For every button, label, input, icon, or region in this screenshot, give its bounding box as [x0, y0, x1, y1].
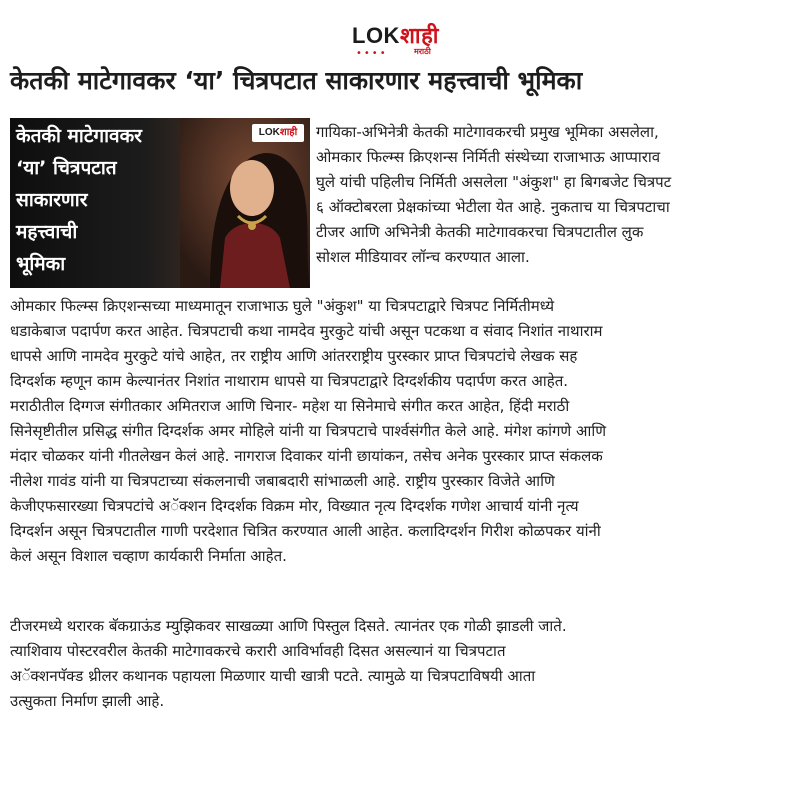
hero-text-line: महत्त्वाची	[16, 221, 78, 243]
badge-shahi: शाही	[279, 127, 298, 138]
badge-lok: LOK	[258, 127, 280, 138]
text-line: ६ ऑक्टोबरला प्रेक्षकांच्या भेटीला येत आहे. नुकताच या चित्रपटाचा	[316, 198, 670, 216]
text-line: सोशल मीडियावर लॉन्च करण्यात आला.	[316, 248, 530, 266]
text-line: केलं असून विशाल चव्हाण कार्यकारी निर्माता आहेत.	[10, 547, 287, 565]
text-line: टीजरमध्ये थरारक बॅकग्राऊंड म्युझिकवर साखळ्या आणि पिस्तुल दिसते. त्यानंतर एक गोळी झाडली जाते.	[10, 617, 567, 635]
text-line: गायिका-अभिनेत्री केतकी माटेगावकरची प्रमुख भूमिका असलेला,	[316, 123, 659, 141]
body-paragraph	[10, 294, 798, 569]
logo-lok: LOK	[352, 23, 400, 48]
closing-paragraph	[10, 614, 798, 714]
hero-text-line: भूमिका	[16, 253, 66, 275]
text-line: धडाकेबाज पदार्पण करत आहेत. चित्रपटाची कथा नामदेव मुरकुटे यांची असून पटकथा व संवाद निशांत नाथाराम	[10, 322, 603, 340]
text-line: दिग्दर्शक म्हणून काम केल्यानंतर निशांत नाथाराम धापसे या चित्रपटाद्वारे दिग्दर्शकीय पदार्पण करत आहेत.	[10, 372, 569, 390]
text-line: नीलेश गावंड यांनी या चित्रपटाच्या संकलनाची जबाबदारी सांभाळली आहे. राष्ट्रीय पुरस्कार विजेते आणि	[10, 472, 555, 490]
hero-image	[10, 118, 310, 288]
hero-text-line: केतकी माटेगावकर	[16, 125, 142, 147]
text-line: केजीएफसारख्या चित्रपटांचे अॅक्शन दिग्दर्शक विक्रम मोर, विख्यात नृत्य दिग्दर्शक गणेश आचार्य यांनी नृत्य	[10, 497, 579, 515]
text-line: दिग्दर्शन असून चित्रपटातील गाणी परदेशात चित्रित करण्यात आली आहेत. कलादिग्दर्शन गिरीश कोळपकर यांनी	[10, 522, 601, 540]
hero-text-line: ‘या’ चित्रपटात	[16, 157, 117, 179]
lokshahi-logo[interactable]	[352, 20, 472, 64]
article-headline: केतकी माटेगावकर ‘या’ चित्रपटात साकारणार महत्त्वाची भूमिका	[10, 66, 583, 95]
text-line: घुले यांची पहिलीच निर्मिती असलेला "अंकुश" हा बिगबजेट चित्रपट	[316, 173, 672, 191]
text-line: मराठीतील दिग्गज संगीतकार अमितराज आणि चिनार- महेश या सिनेमाचे संगीत करत आहेत, हिंदी मराठी	[10, 397, 570, 415]
logo-marathi: मराठी	[414, 47, 431, 56]
logo-dots-icon: ••••	[356, 48, 388, 59]
text-line: ओमकार फिल्म्स क्रिएशन्स निर्मिती संस्थेच्या राजाभाऊ आप्पाराव	[316, 148, 661, 166]
text-line: त्याशिवाय पोस्टरवरील केतकी माटेगावकरचे करारी आविर्भावही दिसत असल्यानं या चित्रपटात	[10, 642, 506, 660]
text-line: धापसे आणि नामदेव मुरकुटे यांचे आहेत, तर राष्ट्रीय आणि आंतरराष्ट्रीय पुरस्कार प्राप्त चित्रपटांचे लेखक सह	[10, 347, 578, 365]
text-line: अॅक्शनपॅक्ड थ्रीलर कथानक पहायला मिळणार याची खात्री पटते. त्यामुळे या चित्रपटाविषयी आता	[10, 667, 536, 685]
text-line: सिनेसृष्टीतील प्रसिद्ध संगीत दिग्दर्शक अमर मोहिले यांनी या चित्रपटाचे पार्श्वसंगीत केले आहे. मंगेश कांगणे आणि	[10, 422, 607, 440]
hero-logo-badge	[252, 124, 304, 142]
text-line: मंदार चोळकर यांनी गीतलेखन केलं आहे. नागराज दिवाकर यांनी छायांकन, तसेच अनेक पुरस्कार प्राप्त संकलक	[10, 447, 603, 465]
text-line: ओमकार फिल्म्स क्रिएशन्सच्या माध्यमातून राजाभाऊ घुले "अंकुश" या चित्रपटाद्वारे चित्रपट निर्मितीमध्ये	[10, 297, 555, 315]
actress-portrait-icon	[180, 118, 310, 288]
intro-paragraph	[316, 120, 796, 270]
hero-text-line: साकारणार	[16, 189, 88, 211]
text-line: टीजर आणि अभिनेत्री केतकी माटेगावकरचा चित्रपटातील लुक	[316, 223, 644, 241]
text-line: उत्सुकता निर्माण झाली आहे.	[10, 692, 165, 710]
logo-shahi: शाही	[399, 23, 439, 48]
